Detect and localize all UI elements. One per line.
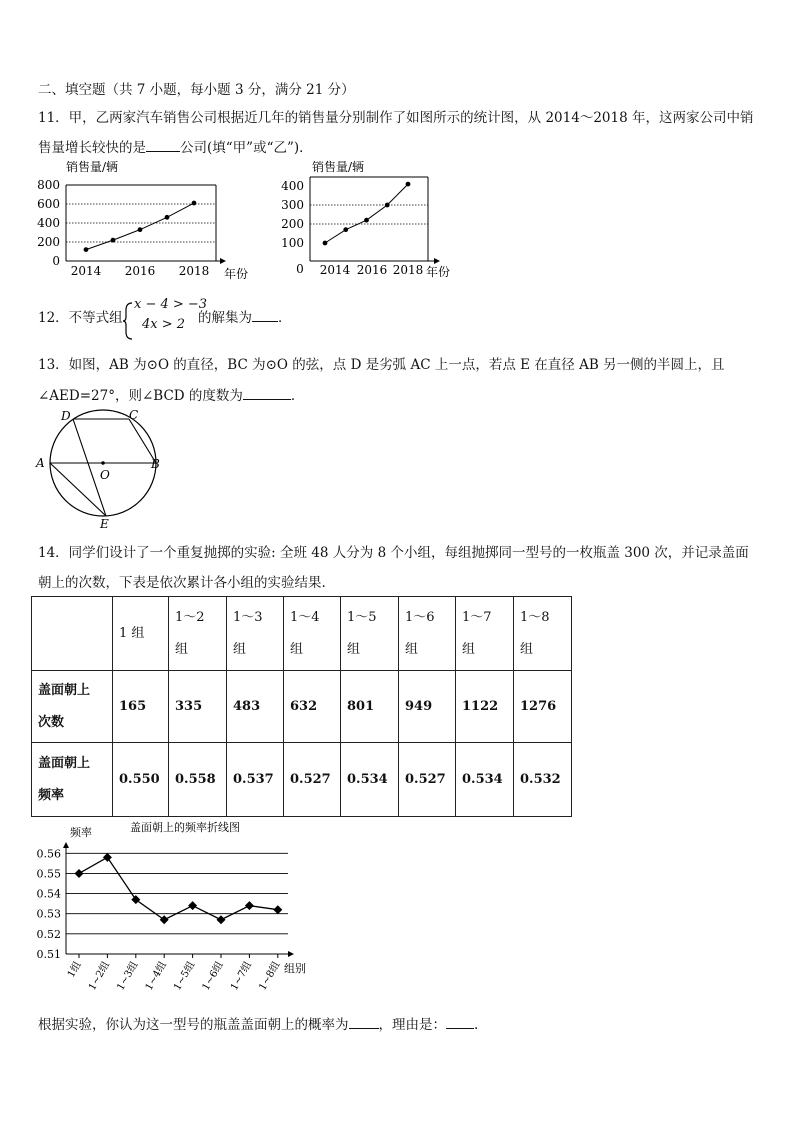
y-tick-label: 0.54 xyxy=(36,887,61,901)
table-cell: 632 xyxy=(284,671,341,743)
freq-chart-ylabel: 频率 xyxy=(70,826,92,839)
chart-yi-series xyxy=(323,182,411,246)
diamond-marker xyxy=(131,895,140,904)
chart-yi-ylabel: 销售量/辆 xyxy=(312,160,365,174)
y-tick-label: 0.51 xyxy=(36,948,61,961)
table-cell: 1122 xyxy=(456,671,514,743)
data-point xyxy=(84,247,89,252)
q12-suffix: 的解集为 xyxy=(198,310,252,326)
series-line xyxy=(325,184,408,243)
freq-xticks xyxy=(65,954,282,992)
chart-jia-series xyxy=(84,201,197,252)
series-line xyxy=(86,203,194,250)
diamond-marker xyxy=(160,915,169,924)
x-tick-label: 1~7组 xyxy=(228,960,254,993)
q12-suffix-line xyxy=(198,306,292,326)
table-cell: 0.527 xyxy=(399,743,456,817)
x-tick-label: 1~2组 xyxy=(86,960,112,993)
freq-chart-xlabel: 组别 xyxy=(284,962,306,975)
q13-answer-blank[interactable] xyxy=(243,387,291,400)
table-header-cell: 1 组 xyxy=(113,597,169,671)
chart-yi-ytick: 300 xyxy=(281,198,304,212)
results-table xyxy=(31,596,572,817)
label-a: A xyxy=(36,456,45,470)
chart-jia-ytick: 0 xyxy=(52,254,60,268)
y-tick-label: 0.55 xyxy=(36,867,61,881)
table-cell: 0.534 xyxy=(341,743,399,817)
x-tick-label: 1~3组 xyxy=(115,960,141,993)
table-cell: 949 xyxy=(399,671,456,743)
chart-yi-ytick: 100 xyxy=(281,236,304,250)
q11-text-line1: 11．甲，乙两家汽车销售公司根据近几年的销售量分别制作了如图所示的统计图，从 2014～2018 年，这两家公司中销 xyxy=(38,110,754,126)
q13-text-line1: 13．如图，AB 为⊙O 的直径，BC 为⊙O 的弦，点 D 是劣弧 AC 上一点，若点 E 在直径 AB 另一侧的半圆上，且 xyxy=(38,357,725,373)
table-header-corner xyxy=(32,597,113,671)
data-point xyxy=(406,182,411,187)
table-header-cell: 1～4 组 xyxy=(284,597,341,671)
data-point xyxy=(385,203,390,208)
q11-text-line2 xyxy=(38,136,313,156)
chart-jia xyxy=(30,155,265,285)
chart-jia-grid xyxy=(66,204,216,242)
data-point xyxy=(364,218,369,223)
q13-text-b: ． xyxy=(290,388,305,404)
chart-jia-ytick: 200 xyxy=(37,235,60,249)
q14-conclusion-b: ，理由是： xyxy=(378,1017,446,1033)
q13-text-line2 xyxy=(38,384,304,404)
frequency-line xyxy=(79,857,278,919)
y-tick-label: 0.53 xyxy=(36,907,61,921)
chart-jia-xtick: 2014 xyxy=(70,264,102,278)
table-cell: 335 xyxy=(169,671,227,743)
data-point xyxy=(192,201,197,206)
chart-jia-arrow xyxy=(220,258,226,264)
q14-conclusion-a: 根据实验，你认为这一型号的瓶盖盖面朝上的概率为 xyxy=(38,1017,349,1033)
table-header-cell: 1～8 组 xyxy=(514,597,572,671)
chart-yi xyxy=(278,155,478,285)
q12-inequality-1: x − 4 > −3 xyxy=(134,297,208,312)
chart-yi-ytick: 400 xyxy=(281,179,304,193)
table-cell: 483 xyxy=(227,671,284,743)
chart-jia-xlabel: 年份 xyxy=(224,267,249,281)
diamond-marker xyxy=(217,915,226,924)
q12-inequality-2: 4x > 2 xyxy=(142,317,186,332)
chart-yi-xtick: 2018 xyxy=(392,263,424,277)
q12-answer-blank[interactable] xyxy=(252,309,278,322)
freq-yaxis-arrow xyxy=(63,842,69,848)
table-cell: 0.534 xyxy=(456,743,514,817)
diamond-marker xyxy=(188,901,197,910)
label-e: E xyxy=(100,517,109,530)
label-c: C xyxy=(129,408,139,422)
table-header-cell: 1～6 组 xyxy=(399,597,456,671)
diamond-marker xyxy=(273,905,282,914)
freq-grid xyxy=(66,853,288,934)
diamond-marker xyxy=(245,901,254,910)
q11-answer-blank[interactable] xyxy=(146,139,180,152)
q11-text-b: 公司(填“甲”或“乙”)． xyxy=(180,140,313,156)
q12 xyxy=(38,297,398,340)
data-point xyxy=(343,227,348,232)
chart-jia-xtick: 2018 xyxy=(178,264,210,278)
section-heading: 二、填空题（共 7 小题，每小题 3 分，满分 21 分） xyxy=(38,82,355,98)
table-header-cell: 1～3 组 xyxy=(227,597,284,671)
q14-text-line1: 14．同学们设计了一个重复抛掷的实验: 全班 48 人分为 8 个小组，每组抛掷同一型号的一枚瓶盖 300 次，并记录盖面 xyxy=(38,545,749,561)
table-header-row xyxy=(32,597,572,671)
table-cell: 0.532 xyxy=(514,743,572,817)
freq-yticks xyxy=(37,847,62,961)
freq-xaxis-arrow xyxy=(288,951,294,957)
row-label: 盖面朝上 频率 xyxy=(32,743,113,817)
q14-text-line2: 朝上的次数，下表是依次累计各小组的实验结果. xyxy=(38,575,326,591)
frequency-chart xyxy=(30,818,330,1003)
label-o: O xyxy=(100,468,110,482)
x-tick-label: 1~5组 xyxy=(172,960,198,993)
chart-jia-ytick: 600 xyxy=(37,197,60,211)
x-tick-label: 1~4组 xyxy=(143,960,169,993)
chord-ae xyxy=(50,463,106,516)
table-cell: 0.558 xyxy=(169,743,227,817)
freq-chart-title: 盖面朝上的频率折线图 xyxy=(130,821,240,834)
data-point xyxy=(111,238,116,243)
table-cell: 165 xyxy=(113,671,169,743)
label-b: B xyxy=(151,457,160,471)
row-label: 盖面朝上 次数 xyxy=(32,671,113,743)
chart-jia-ytick: 400 xyxy=(37,216,60,230)
y-tick-label: 0.56 xyxy=(36,847,61,861)
q14-conclusion xyxy=(38,1013,478,1033)
chart-jia-ylabel: 销售量/辆 xyxy=(66,160,119,174)
table-cell: 0.537 xyxy=(227,743,284,817)
q14-probability-blank[interactable] xyxy=(349,1016,379,1029)
circle-figure xyxy=(34,404,174,530)
chart-yi-arrow xyxy=(434,258,440,264)
chart-yi-xtick: 2016 xyxy=(356,263,388,277)
x-tick-label: 1~8组 xyxy=(257,960,283,993)
center-point xyxy=(101,461,105,465)
table-cell: 1276 xyxy=(514,671,572,743)
diamond-marker xyxy=(75,869,84,878)
q13-text-a: ∠AED=27°，则∠BCD 的度数为 xyxy=(38,388,243,404)
data-point xyxy=(165,215,170,220)
chart-yi-origin: 0 xyxy=(296,262,304,276)
chart-yi-xtick: 2014 xyxy=(319,263,351,277)
diamond-marker xyxy=(103,853,112,862)
q14-conclusion-c: . xyxy=(474,1017,479,1033)
table-row-frequency xyxy=(32,743,572,817)
chart-yi-grid xyxy=(310,205,428,224)
table-cell: 801 xyxy=(341,671,399,743)
chart-yi-ytick: 200 xyxy=(281,217,304,231)
x-tick-label: 1组 xyxy=(65,960,84,980)
q12-end: ． xyxy=(278,310,292,326)
table-cell: 0.527 xyxy=(284,743,341,817)
chart-yi-xlabel: 年份 xyxy=(426,265,451,279)
table-header-cell: 1～7 组 xyxy=(456,597,514,671)
q12-prefix: 12．不等式组 xyxy=(38,310,123,326)
chart-jia-xtick: 2016 xyxy=(124,264,156,278)
q11-text-a: 售量增长较快的是 xyxy=(38,140,146,156)
table-header-cell: 1～5 组 xyxy=(341,597,399,671)
q14-reason-blank[interactable] xyxy=(446,1016,474,1029)
data-point xyxy=(323,241,328,246)
label-d: D xyxy=(61,409,71,423)
x-tick-label: 1~6组 xyxy=(200,960,226,993)
table-row-counts xyxy=(32,671,572,743)
brace-icon xyxy=(122,302,134,340)
y-tick-label: 0.52 xyxy=(36,927,61,941)
table-cell: 0.550 xyxy=(113,743,169,817)
data-point xyxy=(138,227,143,232)
chart-jia-ytick: 800 xyxy=(37,178,60,192)
table-header-cell: 1～2 组 xyxy=(169,597,227,671)
